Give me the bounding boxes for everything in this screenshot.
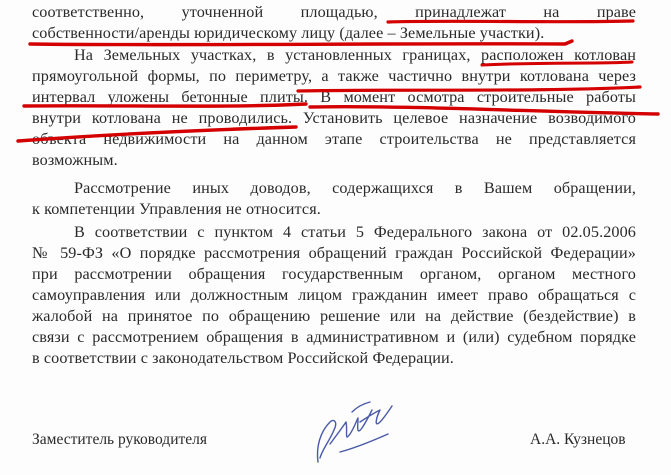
p4-line-2: № 59-ФЗ «О порядке рассмотрения обращений граждан Российской Федерации»: [32, 244, 636, 262]
p1-line-1: соответственно, уточненной площадью, принадлежат на праве: [32, 3, 636, 21]
p4-line-6: связи с рассмотрением обращения в административном и (или) судебном порядке: [32, 328, 636, 346]
signatory-name: А.А. Кузнецов: [530, 431, 626, 448]
p4-line-1: В соответствии с пунктом 4 статьи 5 Федерального закона от 02.05.2006: [74, 223, 636, 241]
p3-line-1: Рассмотрение иных доводов, содержащихся в Вашем обращении,: [74, 179, 636, 197]
p2-line-1: На Земельных участках, в установленных границах, расположен котлован: [74, 46, 636, 64]
p2-line-3: интервал уложены бетонные плиты. В момент осмотра строительные работы: [32, 88, 636, 106]
handwritten-signature: [300, 392, 410, 472]
p4-line-7: в соответствии с законодательством Российской Федерации.: [32, 349, 454, 367]
p3-line-2: к компетенции Управления не относится.: [32, 200, 321, 218]
p1-line-2: собственности/аренды юридическому лицу (далее – Земельные участки).: [32, 24, 545, 42]
p2-line-4: внутри котлована не проводились. Установить целевое назначение возводимого: [32, 109, 636, 127]
p2-line-5: объекта недвижимости на данном этапе строительства не представляется: [32, 130, 636, 148]
p2-line-2: прямоугольной формы, по периметру, а также частично внутри котлована через: [32, 67, 636, 85]
p2-line-6: возможным.: [32, 151, 118, 169]
signatory-position: Заместитель руководителя: [32, 431, 208, 448]
p4-line-5: жалобой на принятое по обращению решение или на действие (бездействие) в: [32, 307, 636, 325]
p4-line-4: самоуправления или должностным лицом гражданин имеет право обращаться с: [32, 286, 636, 304]
p4-line-3: при рассмотрении обращения государственным органом, органом местного: [32, 265, 636, 283]
